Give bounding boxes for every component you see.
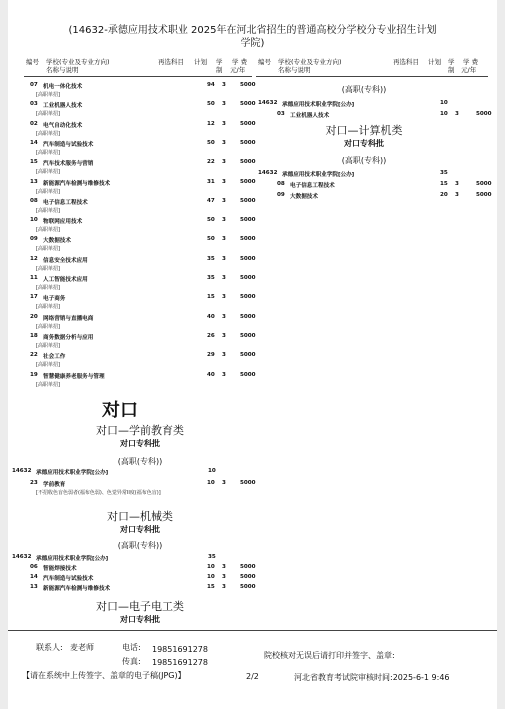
- major-row: [30, 217, 260, 226]
- major-code: 13: [30, 178, 38, 185]
- major-years: 3: [222, 139, 226, 146]
- major-name: 工业机器人技术: [290, 113, 330, 119]
- major-years: 3: [222, 294, 226, 301]
- major-row: [30, 101, 260, 110]
- major-years: 3: [222, 197, 226, 204]
- major-code: 12: [30, 255, 38, 262]
- major-fee: 5000: [240, 564, 256, 570]
- major-row: [264, 192, 494, 201]
- document-page: [8, 0, 497, 709]
- major-code: 13: [30, 584, 38, 590]
- header-fee: 学 费: [232, 58, 248, 66]
- major-note: [高职单招]: [36, 111, 60, 118]
- major-code: 18: [30, 332, 38, 339]
- footer-rule: [8, 630, 497, 631]
- header-fee-2: 元/年: [461, 66, 477, 74]
- major-name: 大数据技术: [290, 194, 318, 200]
- major-plan: 12: [207, 120, 215, 127]
- major-name: 电气自动化技术: [43, 122, 83, 129]
- major-code: 14: [30, 574, 38, 580]
- major-fee: 5000: [240, 217, 256, 224]
- major-name: 汽车制造与试验技术: [43, 576, 94, 582]
- major-note: [高职单招]: [36, 188, 60, 195]
- major-years: 3: [222, 255, 226, 262]
- major-fee: 5000: [240, 82, 256, 88]
- major-name: 汽车技术服务与营销: [43, 161, 94, 168]
- major-row: [30, 372, 260, 381]
- batch-label: 对口专科批: [120, 525, 160, 534]
- level-label: (高职(专科)): [341, 85, 387, 94]
- major-code: 08: [277, 181, 285, 187]
- major-fee: 5000: [240, 236, 256, 243]
- major-years: 3: [455, 111, 459, 117]
- school-name: 承德应用技术职业学院[公办]: [282, 172, 355, 178]
- major-code: 19: [30, 371, 38, 378]
- major-name: 机电一体化技术: [43, 84, 83, 90]
- page-number: 2/2: [246, 672, 259, 681]
- major-plan: 50: [207, 217, 215, 224]
- major-fee: 5000: [476, 192, 492, 198]
- major-years: 3: [222, 275, 226, 281]
- major-plan: 47: [207, 197, 215, 204]
- major-row: [30, 574, 260, 583]
- major-fee: 5000: [240, 159, 256, 166]
- major-name: 社会工作: [43, 354, 66, 361]
- major-code: 07: [30, 82, 38, 88]
- major-note: [高职单招]: [36, 285, 60, 291]
- school-name: 承德应用技术职业学院[公办]: [36, 556, 109, 562]
- major-row: [30, 352, 260, 361]
- major-fee: 5000: [240, 139, 256, 146]
- major-row: [30, 314, 260, 323]
- major-note: [高职单招]: [36, 92, 60, 98]
- major-name: 人工智能技术应用: [43, 277, 88, 283]
- major-fee: 5000: [240, 480, 256, 486]
- major-years: 3: [222, 101, 226, 108]
- major-name: 电子商务: [43, 296, 66, 303]
- major-code: 10: [30, 217, 38, 224]
- major-row: [30, 333, 260, 342]
- major-name: 大数据技术: [43, 238, 71, 245]
- level-label: (高职(专科)): [117, 541, 163, 550]
- contact-name: 麦老师: [70, 643, 94, 652]
- major-code: 03: [277, 111, 285, 117]
- major-plan: 10: [207, 574, 215, 580]
- school-plan: 10: [208, 468, 216, 474]
- major-years: 3: [222, 236, 226, 243]
- batch-label: 对口专科批: [120, 615, 160, 624]
- major-code: 22: [30, 352, 38, 359]
- header-fee-2: 元/年: [230, 66, 246, 74]
- major-row: [30, 198, 260, 207]
- major-plan: 10: [440, 111, 448, 117]
- major-note: [高职单招]: [36, 207, 60, 214]
- header-no: 编号: [258, 58, 271, 66]
- upload-note: 【请在系统中上传签字、盖章的电子稿(JPG)】: [22, 671, 186, 680]
- school-plan: 10: [440, 100, 448, 106]
- major-name: 新能源汽车检测与维修技术: [43, 180, 111, 187]
- fax-number: 19851691278: [152, 658, 208, 667]
- major-note: [高职单招]: [36, 169, 60, 176]
- major-row: [30, 275, 260, 284]
- header-school-2: 名称与说明: [278, 66, 311, 74]
- major-plan: 15: [440, 181, 448, 187]
- major-row: [30, 236, 260, 245]
- major-years: 3: [222, 371, 226, 378]
- major-name: 学前教育: [43, 482, 66, 488]
- major-fee: 5000: [240, 275, 256, 281]
- major-years: 3: [222, 217, 226, 224]
- batch-label: 对口专科批: [344, 139, 384, 148]
- major-name: 电子信息工程技术: [43, 199, 88, 206]
- header-fee: 学 费: [463, 58, 479, 66]
- major-fee: 5000: [240, 120, 256, 127]
- major-name: 新能源汽车检测与维修技术: [43, 586, 111, 592]
- major-years: 3: [222, 564, 226, 570]
- major-note: [高职单招]: [36, 304, 60, 311]
- header-no: 编号: [26, 58, 39, 66]
- school-code: 14632: [12, 554, 32, 560]
- major-name: 汽车制造与试验技术: [43, 141, 94, 148]
- major-fee: 5000: [240, 371, 256, 378]
- left-column: [12, 80, 260, 630]
- major-years: 3: [222, 178, 226, 185]
- major-years: 3: [222, 313, 226, 320]
- major-row: [30, 82, 260, 91]
- review-time: 河北省教育考试院审核时间:2025-6-1 9:46: [294, 673, 450, 682]
- major-row: [30, 159, 260, 168]
- header-subject: 再选科目: [393, 58, 419, 66]
- school-plan: 35: [440, 170, 448, 176]
- school-code: 14632: [258, 170, 278, 176]
- major-fee: 5000: [240, 584, 256, 590]
- major-fee: 5000: [476, 181, 492, 187]
- verify-note: 院校核对无误后请打印并签字、盖章:: [264, 651, 395, 660]
- major-plan: 35: [207, 275, 215, 281]
- major-row: [30, 564, 260, 573]
- major-code: 11: [30, 275, 38, 281]
- major-fee: 5000: [240, 101, 256, 108]
- major-fee: 5000: [476, 111, 492, 117]
- major-note: [高职单招]: [36, 149, 60, 156]
- major-plan: 94: [207, 82, 215, 88]
- major-code: 23: [30, 480, 38, 486]
- major-fee: 5000: [240, 332, 256, 339]
- major-code: 09: [30, 236, 38, 243]
- major-years: 3: [222, 332, 226, 339]
- major-fee: 5000: [240, 197, 256, 204]
- header-study: 学: [448, 58, 455, 66]
- major-years: 3: [222, 584, 226, 590]
- title-line-1: (14632-承德应用技术职业 2025年在河北省招生的普通高校分学校分专业招生计划: [68, 25, 437, 36]
- major-fee: 5000: [240, 178, 256, 185]
- major-note: [高职单招]: [36, 323, 60, 330]
- major-plan: 10: [207, 564, 215, 570]
- major-row: [30, 121, 260, 130]
- major-code: 09: [277, 192, 285, 198]
- header-study-2: 制: [448, 66, 455, 74]
- phone-number: 19851691278: [152, 645, 208, 654]
- major-code: 03: [30, 101, 38, 108]
- major-row: [264, 111, 494, 120]
- major-plan: 15: [207, 294, 215, 301]
- major-fee: 5000: [240, 574, 256, 580]
- right-header-rule: [256, 76, 488, 77]
- major-row: [30, 179, 260, 188]
- major-note: [高职单招]: [36, 227, 60, 234]
- major-note: [高职单招]: [36, 381, 60, 388]
- major-note: [高职单招]: [36, 265, 60, 272]
- major-row: [30, 480, 260, 489]
- batch-label: 对口专科批: [120, 439, 160, 448]
- school-code: 14632: [258, 100, 278, 106]
- title-line-2: 学院): [240, 38, 265, 49]
- major-plan: 15: [207, 584, 215, 590]
- major-fee: 5000: [240, 294, 256, 301]
- header-subject: 再选科目: [158, 58, 184, 66]
- fax-label: 传真:: [122, 657, 141, 666]
- major-plan: 40: [207, 313, 215, 320]
- major-code: 15: [30, 159, 38, 166]
- school-name: 承德应用技术职业学院[公办]: [282, 102, 355, 108]
- header-plan: 计划: [194, 58, 207, 66]
- major-years: 3: [222, 480, 226, 486]
- major-years: 3: [222, 82, 226, 88]
- major-note: [高职单招]: [36, 130, 60, 137]
- major-name: 智慧健康养老服务与管理: [43, 373, 105, 380]
- left-header-rule: [24, 76, 252, 77]
- major-note: [不招收色盲色弱者(福布色弱)、色觉异常II度(福布色盲)]: [36, 490, 161, 496]
- major-code: 17: [30, 294, 38, 301]
- major-years: 3: [222, 574, 226, 580]
- major-plan: 40: [207, 371, 215, 378]
- major-row: [30, 294, 260, 303]
- major-name: 网络营销与直播电商: [43, 315, 94, 322]
- header-study-2: 制: [216, 66, 223, 74]
- document-title: [8, 24, 497, 50]
- major-plan: 29: [207, 352, 215, 359]
- category-preschool: 对口—学前教育类: [96, 424, 184, 437]
- section-duikou: 对口: [102, 400, 138, 421]
- major-code: 20: [30, 313, 38, 320]
- major-code: 08: [30, 197, 38, 204]
- category-electronics: 对口—电子电工类: [96, 600, 184, 613]
- major-plan: 20: [440, 192, 448, 198]
- header-plan: 计划: [428, 58, 441, 66]
- header-study: 学: [216, 58, 223, 66]
- major-name: 智能焊接技术: [43, 566, 77, 572]
- header-school: 学校(专业及专业方向): [46, 58, 110, 66]
- major-plan: 50: [207, 139, 215, 146]
- level-label: (高职(专科)): [117, 457, 163, 466]
- major-plan: 22: [207, 159, 215, 166]
- major-row: [264, 181, 494, 190]
- school-code: 14632: [12, 468, 32, 474]
- school-name: 承德应用技术职业学院[公办]: [36, 470, 109, 476]
- level-label: (高职(专科)): [341, 156, 387, 165]
- major-code: 06: [30, 564, 38, 570]
- major-note: [高职单招]: [36, 342, 60, 349]
- major-years: 3: [222, 120, 226, 127]
- major-fee: 5000: [240, 255, 256, 262]
- major-row: [30, 256, 260, 265]
- major-plan: 50: [207, 236, 215, 243]
- phone-label: 电话:: [122, 643, 141, 652]
- major-note: [高职单招]: [36, 246, 60, 253]
- header-school-2: 名称与说明: [46, 66, 79, 74]
- major-fee: 5000: [240, 313, 256, 320]
- major-row: [30, 584, 260, 593]
- major-name: 工业机器人技术: [43, 103, 83, 110]
- major-plan: 35: [207, 255, 215, 262]
- major-years: 3: [455, 192, 459, 198]
- contact-label: 联系人:: [36, 643, 63, 652]
- major-row: [30, 140, 260, 149]
- major-name: 商务数据分析与应用: [43, 334, 94, 341]
- right-column: [258, 80, 494, 280]
- major-name: 电子信息工程技术: [290, 183, 335, 189]
- major-plan: 31: [207, 178, 215, 185]
- category-computer: 对口—计算机类: [325, 124, 403, 137]
- major-years: 3: [222, 159, 226, 166]
- major-code: 02: [30, 120, 38, 127]
- major-note: [高职单招]: [36, 362, 60, 369]
- major-code: 14: [30, 139, 38, 146]
- major-plan: 10: [207, 480, 215, 486]
- major-years: 3: [222, 352, 226, 359]
- major-fee: 5000: [240, 352, 256, 359]
- header-school: 学校(专业及专业方向): [278, 58, 342, 66]
- major-name: 物联网应用技术: [43, 219, 83, 226]
- major-name: 信息安全技术应用: [43, 257, 88, 264]
- major-plan: 50: [207, 101, 215, 108]
- school-plan: 35: [208, 554, 216, 560]
- category-machinery: 对口—机械类: [107, 510, 173, 523]
- major-years: 3: [455, 181, 459, 187]
- major-plan: 26: [207, 332, 215, 339]
